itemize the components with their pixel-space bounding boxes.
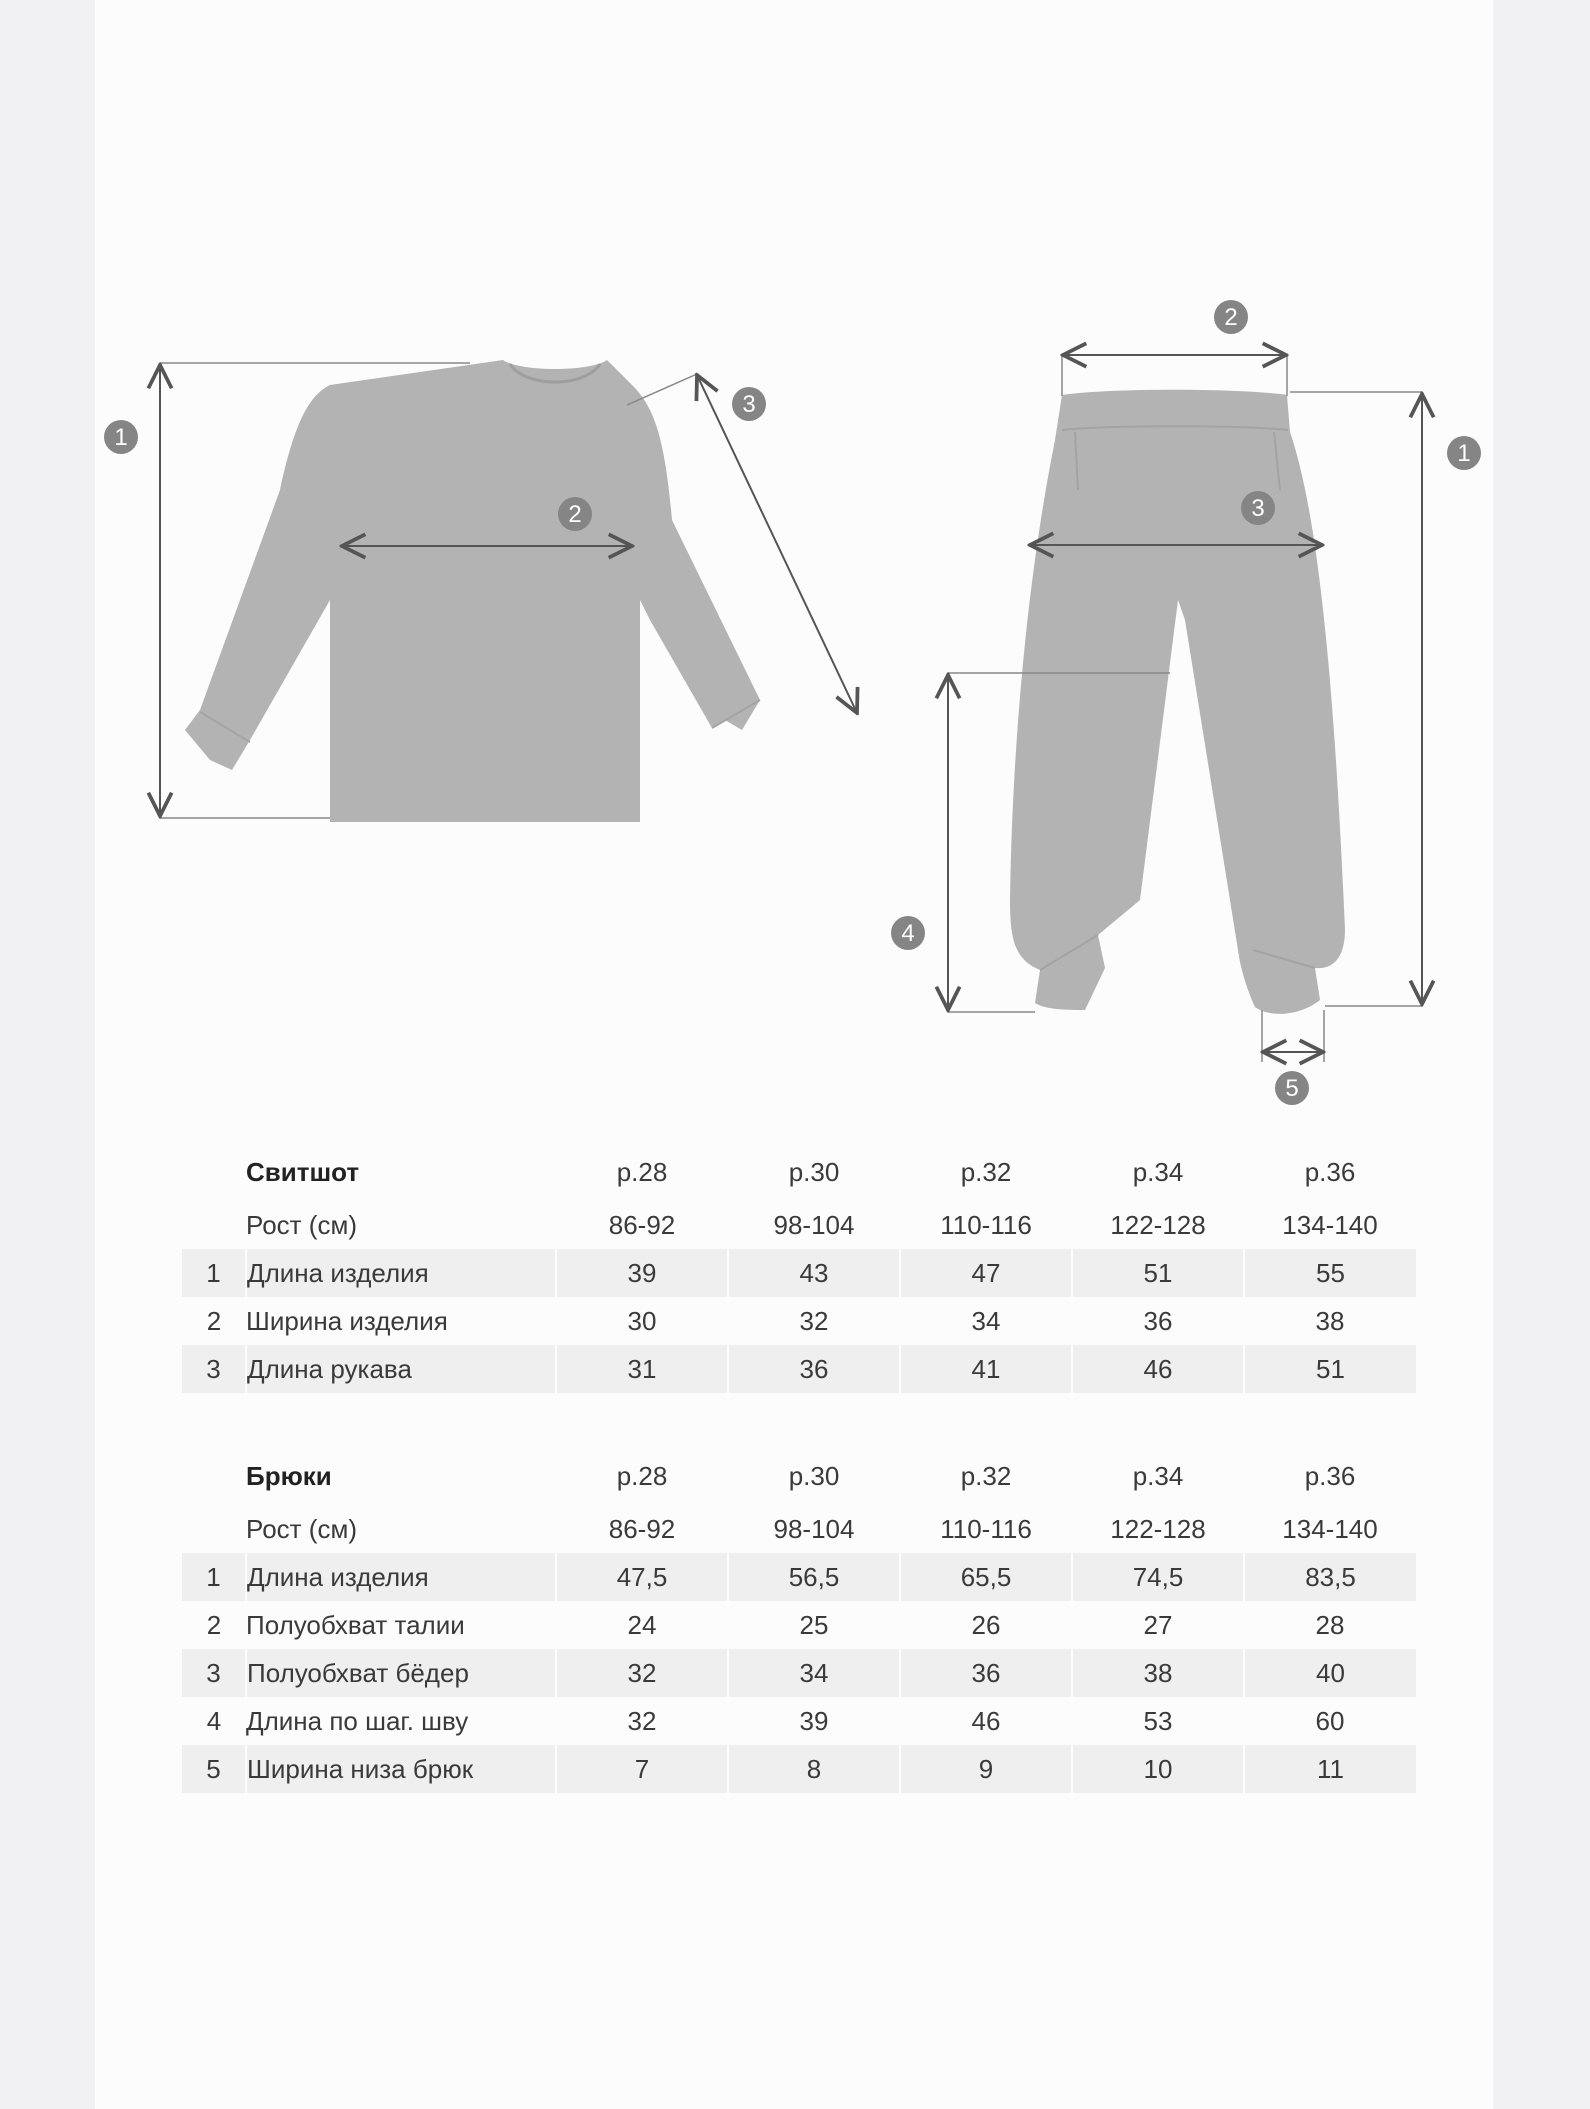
sweatshirt-size-table	[182, 1143, 1416, 1393]
cell-value: 27	[1143, 1609, 1173, 1640]
row-label: Полуобхват бёдер	[246, 1649, 556, 1697]
svg-text:4: 4	[901, 920, 915, 947]
sweatshirt-badge-2	[558, 497, 592, 531]
row-label: Длина изделия	[246, 1553, 556, 1601]
cell-value: 83,5	[1244, 1553, 1416, 1601]
cell-value: 39	[556, 1249, 728, 1297]
table-row	[182, 1249, 1416, 1297]
height-value: 98-104	[773, 1209, 855, 1240]
table-row	[182, 1297, 1416, 1345]
cell-value: 10	[1072, 1745, 1244, 1793]
table-title: Свитшот	[246, 1156, 360, 1187]
cell-value: 38	[1072, 1649, 1244, 1697]
size-header: р.32	[960, 1460, 1012, 1491]
table-title: Брюки	[246, 1460, 332, 1491]
cell-value: 36	[900, 1649, 1072, 1697]
table-row	[182, 1345, 1416, 1393]
pants-size-table	[182, 1447, 1416, 1793]
cell-value: 34	[728, 1649, 900, 1697]
sweatshirt-badge-3	[732, 387, 766, 421]
sweatshirt-badge-1	[104, 420, 138, 454]
size-header: р.28	[616, 1156, 668, 1187]
row-label: Полуобхват талии	[246, 1609, 465, 1640]
size-header: р.34	[1132, 1460, 1184, 1491]
cell-value: 51	[1244, 1345, 1416, 1393]
size-header: р.34	[1132, 1156, 1184, 1187]
height-value: 86-92	[608, 1513, 676, 1544]
table-row	[182, 1697, 1416, 1745]
svg-text:1: 1	[114, 424, 128, 451]
size-header: р.28	[616, 1460, 668, 1491]
cell-value: 43	[728, 1249, 900, 1297]
cell-value: 46	[971, 1705, 1001, 1736]
sweatshirt-illustration	[185, 360, 760, 822]
height-value: 110-116	[940, 1209, 1032, 1240]
cell-value: 30	[627, 1305, 657, 1336]
cell-value: 28	[1315, 1609, 1345, 1640]
table-row	[182, 1745, 1416, 1793]
height-label: Рост (см)	[246, 1513, 357, 1544]
size-header: р.32	[960, 1156, 1012, 1187]
height-value: 98-104	[773, 1513, 855, 1544]
row-label: Длина изделия	[246, 1249, 556, 1297]
height-value: 134-140	[1282, 1209, 1378, 1240]
height-row	[182, 1505, 1416, 1553]
cell-value: 65,5	[900, 1553, 1072, 1601]
row-number: 5	[182, 1745, 246, 1793]
cell-value: 74,5	[1072, 1553, 1244, 1601]
svg-text:1: 1	[1457, 440, 1471, 467]
cell-value: 8	[728, 1745, 900, 1793]
size-header: р.30	[788, 1156, 840, 1187]
pants-illustration	[1010, 390, 1345, 1014]
cell-value: 41	[900, 1345, 1072, 1393]
size-header: р.30	[788, 1460, 840, 1491]
row-number: 4	[206, 1705, 222, 1736]
cell-value: 36	[1143, 1305, 1173, 1336]
cell-value: 11	[1244, 1745, 1416, 1793]
svg-text:3: 3	[1251, 495, 1265, 522]
height-value: 122-128	[1110, 1209, 1206, 1240]
row-number: 3	[182, 1649, 246, 1697]
cell-value: 55	[1244, 1249, 1416, 1297]
cell-value: 47	[900, 1249, 1072, 1297]
row-number: 1	[182, 1553, 246, 1601]
cell-value: 46	[1072, 1345, 1244, 1393]
table-header-row	[182, 1447, 1416, 1505]
svg-text:5: 5	[1285, 1075, 1299, 1102]
pants-badge-5	[1275, 1071, 1309, 1105]
cell-value: 32	[799, 1305, 829, 1336]
height-value: 122-128	[1110, 1513, 1206, 1544]
height-value: 110-116	[940, 1513, 1032, 1544]
cell-value: 7	[556, 1745, 728, 1793]
row-number: 2	[206, 1609, 222, 1640]
row-label: Длина рукава	[246, 1345, 556, 1393]
table-row	[182, 1649, 1416, 1697]
pants-badge-3	[1241, 491, 1275, 525]
row-number: 1	[182, 1249, 246, 1297]
height-value: 86-92	[608, 1209, 676, 1240]
row-number: 3	[182, 1345, 246, 1393]
pants-badge-2	[1214, 300, 1248, 334]
cell-value: 51	[1072, 1249, 1244, 1297]
row-label: Ширина низа брюк	[246, 1745, 556, 1793]
height-label: Рост (см)	[246, 1209, 357, 1240]
size-header: р.36	[1304, 1460, 1356, 1491]
cell-value: 47,5	[556, 1553, 728, 1601]
cell-value: 56,5	[728, 1553, 900, 1601]
cell-value: 31	[556, 1345, 728, 1393]
cell-value: 9	[900, 1745, 1072, 1793]
table-header-row	[182, 1143, 1416, 1201]
cell-value: 53	[1143, 1705, 1173, 1736]
svg-text:2: 2	[1224, 304, 1238, 331]
row-number: 2	[206, 1305, 222, 1336]
pants-badge-1	[1447, 436, 1481, 470]
cell-value: 34	[971, 1305, 1001, 1336]
cell-value: 60	[1315, 1705, 1345, 1736]
cell-value: 25	[799, 1609, 829, 1640]
height-row	[182, 1201, 1416, 1249]
cell-value: 38	[1315, 1305, 1345, 1336]
cell-value: 32	[556, 1649, 728, 1697]
cell-value: 26	[971, 1609, 1001, 1640]
height-value: 134-140	[1282, 1513, 1378, 1544]
table-row	[182, 1601, 1416, 1649]
pants-badge-4	[891, 916, 925, 950]
row-label: Длина по шаг. шву	[246, 1705, 469, 1736]
cell-value: 39	[799, 1705, 829, 1736]
cell-value: 24	[627, 1609, 657, 1640]
cell-value: 32	[627, 1705, 657, 1736]
svg-text:3: 3	[742, 391, 756, 418]
table-row	[182, 1553, 1416, 1601]
row-label: Ширина изделия	[246, 1305, 448, 1336]
cell-value: 36	[728, 1345, 900, 1393]
size-header: р.36	[1304, 1156, 1356, 1187]
cell-value: 40	[1244, 1649, 1416, 1697]
svg-text:2: 2	[568, 501, 582, 528]
